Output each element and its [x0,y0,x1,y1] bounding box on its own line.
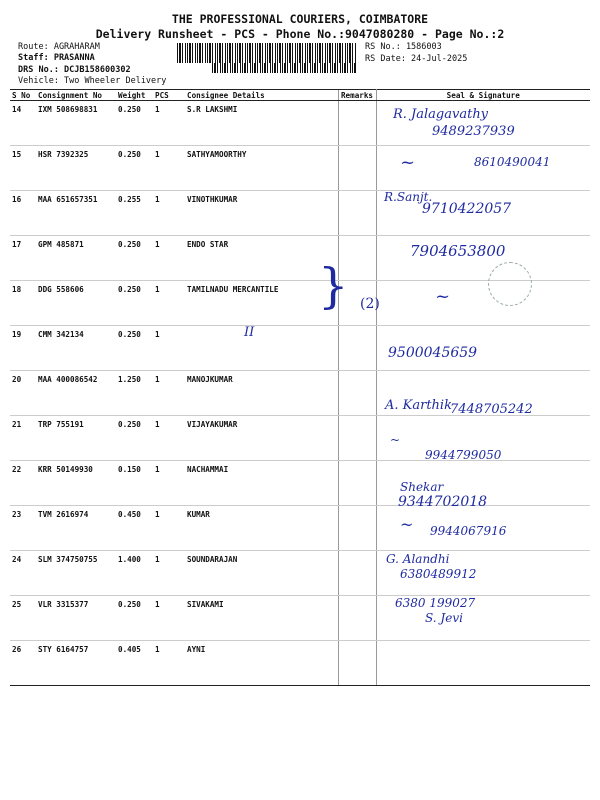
cell-remarks [338,551,376,596]
cell-sno: 25 [10,596,36,641]
company-title: THE PROFESSIONAL COURIERS, COIMBATORE [171,12,429,26]
cell-weight: 1.250 [116,371,153,416]
hw-signature-21a: A. Karthik [385,398,452,413]
hw-signature-16b: 9710422057 [422,201,512,217]
cell-remarks [338,191,376,236]
hw-bracket-mark: } [318,258,349,314]
hw-signature-20: 9500045659 [388,345,478,361]
cell-remarks [338,101,376,146]
cell-weight: 0.255 [116,191,153,236]
cell-weight: 0.405 [116,641,153,686]
cell-pcs: 1 [153,461,185,506]
table-row [10,461,590,506]
cell-weight: 0.250 [116,596,153,641]
cell-cons: STY 6164757 [36,641,116,686]
table-row [10,641,590,686]
hw-signature-14a: R. Jalagavathy [393,107,489,122]
cell-name: SATHYAMOORTHY [185,146,338,191]
col-consignee: Consignee Details [185,90,338,101]
cell-weight: 0.150 [116,461,153,506]
cell-sno: 18 [10,281,36,326]
cell-signature [376,641,590,686]
cell-name: NACHAMMAI [185,461,338,506]
cell-remarks [338,596,376,641]
route-label: Route: AGRAHARAM [18,42,100,52]
cell-cons: CMM 342134 [36,326,116,371]
cell-pcs: 1 [153,146,185,191]
col-sno: S No [10,90,36,101]
cell-cons: HSR 7392325 [36,146,116,191]
cell-remarks [338,326,376,371]
cell-weight: 0.250 [116,326,153,371]
cell-name: VIJAYAKUMAR [185,416,338,461]
cell-pcs: 1 [153,506,185,551]
runsheet-subtitle: Delivery Runsheet - PCS - Phone No.:9047080280 - Page No.:2 [95,27,505,41]
hw-signature-23a: Shekar [400,480,444,494]
cell-sno: 22 [10,461,36,506]
cell-sno: 26 [10,641,36,686]
hw-signature-22: 9944799050 [425,448,502,462]
hw-signature-17: 7904653800 [410,242,506,260]
cell-name: AYNI [185,641,338,686]
col-remarks: Remarks [338,90,376,101]
cell-signature [376,281,590,326]
rs-number: RS No.: 1586003 [365,42,442,52]
cell-pcs: 1 [153,326,185,371]
runsheet-table [10,89,590,686]
staff-label: Staff: PRASANNA [18,53,95,63]
cell-pcs: 1 [153,281,185,326]
cell-sno: 15 [10,146,36,191]
hw-scribble-15: ~ [400,152,416,173]
hw-circled-count: (2) [360,296,380,312]
hw-tally-mark: II [244,325,255,340]
cell-name: SIVAKAMI [185,596,338,641]
hw-signature-25a: G. Alandhi [386,552,450,566]
cell-cons: TVM 2616974 [36,506,116,551]
cell-remarks [338,371,376,416]
cell-cons: DDG 558606 [36,281,116,326]
cell-cons: MAA 400086542 [36,371,116,416]
cell-sno: 21 [10,416,36,461]
cell-weight: 0.250 [116,281,153,326]
cell-name: SOUNDARAJAN [185,551,338,596]
cell-cons: KRR 50149930 [36,461,116,506]
barcode-left [177,43,357,63]
cell-weight: 0.450 [116,506,153,551]
table-header-row [10,90,590,101]
vehicle-label: Vehicle: Two Wheeler Delivery [18,76,167,86]
col-pcs: PCS [153,90,185,101]
hw-signature-25b: 6380489912 [400,567,477,581]
barcode-left-small [212,63,357,73]
rs-date: RS Date: 24-Jul-2025 [365,54,468,64]
cell-cons: VLR 3315377 [36,596,116,641]
hw-scribble-19: ~ [435,286,451,307]
table-row [10,596,590,641]
cell-pcs: 1 [153,641,185,686]
hw-signature-26b: S. Jevi [425,611,463,625]
cell-cons: TRP 755191 [36,416,116,461]
cell-sno: 14 [10,101,36,146]
hw-signature-21b: 7448705242 [450,402,533,417]
hw-scribble-24: ~ [400,515,414,534]
drs-label: DRS No.: DCJB158600302 [18,65,131,75]
cell-name: VINOTHKUMAR [185,191,338,236]
cell-pcs: 1 [153,596,185,641]
cell-name: S.R LAKSHMI [185,101,338,146]
hw-scribble-22: ~ [390,433,401,447]
cell-weight: 1.400 [116,551,153,596]
cell-name: ENDO STAR [185,236,338,281]
hw-signature-26a: 6380 199027 [395,596,476,610]
cell-pcs: 1 [153,236,185,281]
cell-weight: 0.250 [116,236,153,281]
cell-weight: 0.250 [116,416,153,461]
cell-name: KUMAR [185,506,338,551]
cell-weight: 0.250 [116,101,153,146]
table-row [10,326,590,371]
cell-sno: 20 [10,371,36,416]
cell-cons: GPM 485871 [36,236,116,281]
cell-remarks [338,461,376,506]
cell-sno: 23 [10,506,36,551]
hw-signature-16a: R.Sanjt. [384,190,433,204]
cell-name: MANOJKUMAR [185,371,338,416]
cell-name [185,326,338,371]
courier-stamp [488,262,532,306]
cell-sno: 24 [10,551,36,596]
cell-remarks [338,416,376,461]
cell-remarks [338,506,376,551]
col-weight: Weight [116,90,153,101]
col-signature: Seal & Signature [376,90,590,101]
table-row [10,551,590,596]
hw-signature-14b: 9489237939 [432,124,515,139]
cell-sno: 17 [10,236,36,281]
cell-pcs: 1 [153,551,185,596]
cell-pcs: 1 [153,416,185,461]
cell-sno: 19 [10,326,36,371]
cell-sno: 16 [10,191,36,236]
cell-remarks [338,146,376,191]
cell-cons: SLM 374750755 [36,551,116,596]
cell-pcs: 1 [153,371,185,416]
cell-remarks [338,641,376,686]
hw-signature-15: 8610490041 [474,155,551,169]
cell-name: TAMILNADU MERCANTILE [185,281,338,326]
col-consignment: Consignment No [36,90,116,101]
table-row [10,416,590,461]
cell-pcs: 1 [153,101,185,146]
cell-weight: 0.250 [116,146,153,191]
cell-pcs: 1 [153,191,185,236]
hw-signature-23b: 9344702018 [398,494,488,510]
hw-signature-24: 9944067916 [430,524,507,538]
cell-cons: MAA 651657351 [36,191,116,236]
cell-cons: IXM 508698831 [36,101,116,146]
